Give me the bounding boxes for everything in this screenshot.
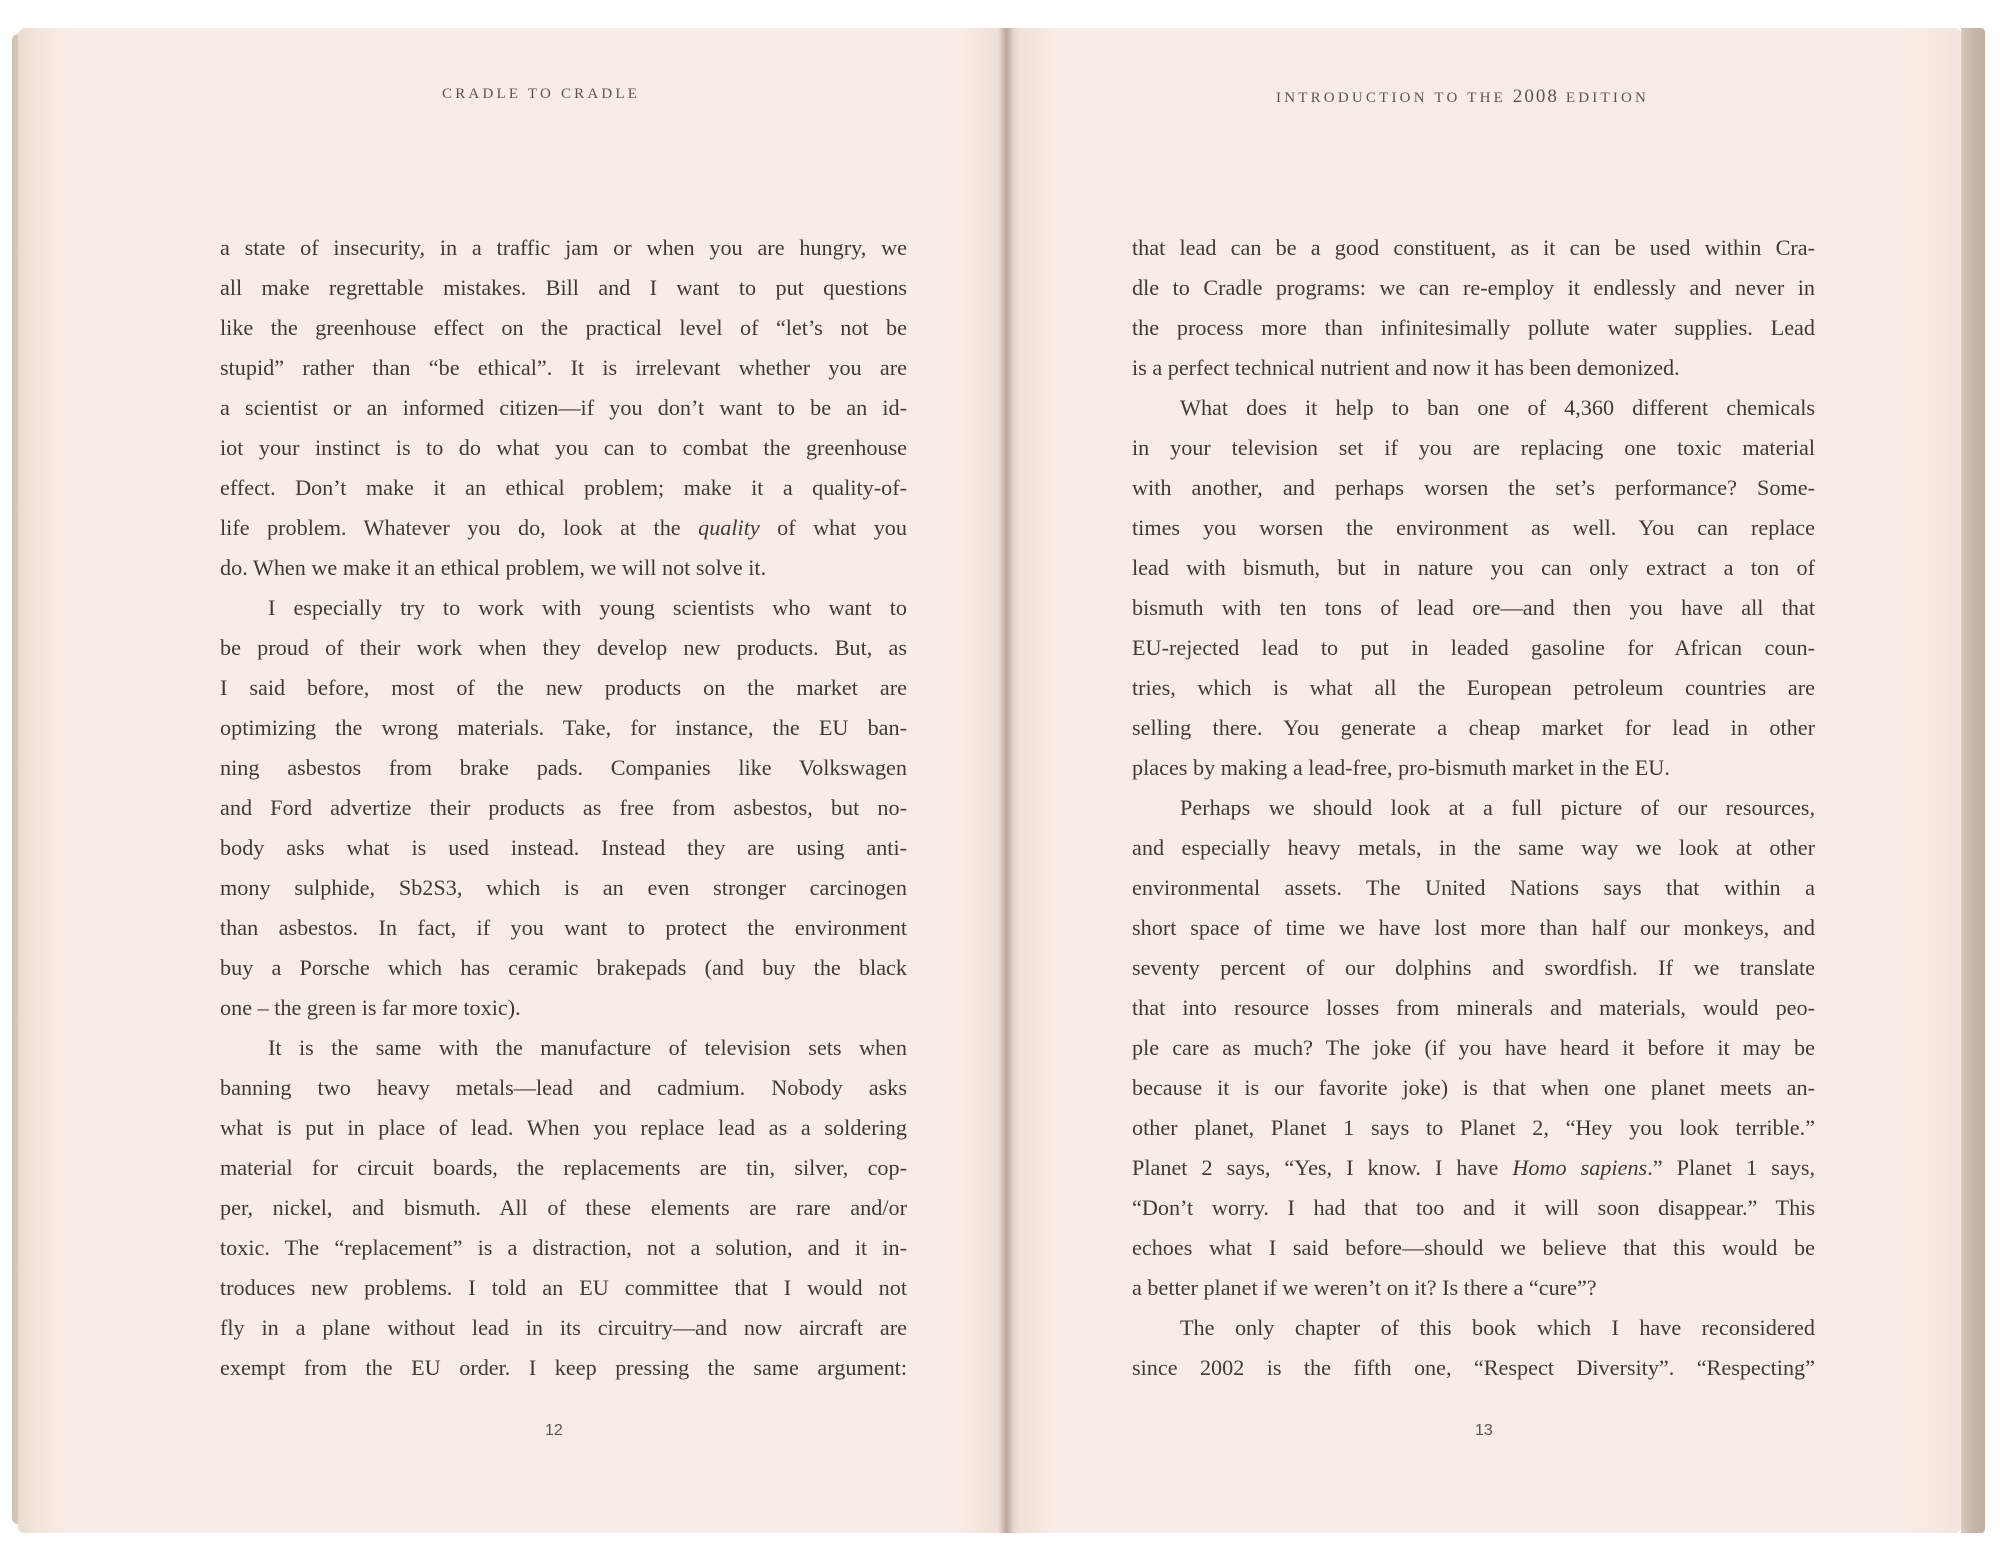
text-line: since 2002 is the fifth one, “Respect Diversity”. “Respecting” <box>1132 1355 1815 1380</box>
text-line: do. When we make it an ethical problem, we will not solve it. <box>220 555 767 580</box>
text-line: “Don’t worry. I had that too and it will soon disappear.” This <box>1132 1195 1815 1220</box>
left-page <box>18 28 1006 1533</box>
text-line: stupid” rather than “be ethical”. It is irrelevant whether you are <box>220 355 907 380</box>
text-line: ning asbestos from brake pads. Companies like Volkswagen <box>220 755 907 780</box>
text-line: that into resource losses from minerals and materials, would peo- <box>1132 995 1815 1020</box>
text-line: fly in a plane without lead in its circuitry—and now aircraft are <box>220 1315 907 1340</box>
text-line: is a perfect technical nutrient and now it has been demonized. <box>1132 355 1680 380</box>
text-line: all make regrettable mistakes. Bill and I want to put questions <box>220 275 907 300</box>
text-line: one – the green is far more toxic). <box>220 995 521 1020</box>
text-line: bismuth with ten tons of lead ore—and then you have all that <box>1132 595 1815 620</box>
right-running-head-suffix: EDITION <box>1558 90 1650 106</box>
right-running-head-prefix: INTRODUCTION TO THE <box>1276 90 1513 106</box>
text-line: times you worsen the environment as well. You can replace <box>1132 515 1815 540</box>
left-page-number: 12 <box>545 1422 563 1439</box>
text-line: Planet 2 says, “Yes, I know. I have Homo sapiens.” Planet 1 says, <box>1132 1155 1815 1180</box>
text-line: short space of time we have lost more than half our monkeys, and <box>1132 915 1815 940</box>
text-line: effect. Don’t make it an ethical problem; make it a quality-of- <box>220 475 907 500</box>
text-line: I said before, most of the new products on the market are <box>220 675 907 700</box>
text-line: life problem. Whatever you do, look at the quality of what you <box>220 515 907 540</box>
left-body-text <box>220 228 907 1388</box>
text-line: a better planet if we weren’t on it? Is there a “cure”? <box>1132 1275 1597 1300</box>
text-line: Perhaps we should look at a full picture of our resources, <box>1180 795 1815 820</box>
text-line: optimizing the wrong materials. Take, for instance, the EU ban- <box>220 715 907 740</box>
right-running-head-year: 2008 <box>1512 86 1559 107</box>
text-line: troduces new problems. I told an EU committee that I would not <box>220 1275 907 1300</box>
open-book <box>18 28 1983 1533</box>
text-line: exempt from the EU order. I keep pressing the same argument: <box>220 1355 907 1380</box>
text-line: banning two heavy metals—lead and cadmium. Nobody asks <box>220 1075 907 1100</box>
right-running-head <box>1276 86 1649 108</box>
text-line: lead with bismuth, but in nature you can only extract a ton of <box>1132 555 1815 580</box>
text-line: The only chapter of this book which I have reconsidered <box>1180 1315 1815 1340</box>
left-running-head: CRADLE TO CRADLE <box>442 86 641 102</box>
text-line: mony sulphide, Sb2S3, which is an even stronger carcinogen <box>220 875 907 900</box>
text-line: because it is our favorite joke) is that when one planet meets an- <box>1132 1075 1815 1100</box>
text-line: toxic. The “replacement” is a distraction, not a solution, and it in- <box>220 1235 907 1260</box>
text-line: the process more than infinitesimally pollute water supplies. Lead <box>1132 315 1815 340</box>
text-line: places by making a lead-free, pro-bismuth market in the EU. <box>1132 755 1670 780</box>
book-spine-shadow <box>998 28 1014 1533</box>
text-line: a state of insecurity, in a traffic jam or when you are hungry, we <box>220 235 907 260</box>
text-line: that lead can be a good constituent, as it can be used within Cra- <box>1132 235 1815 260</box>
text-line: with another, and perhaps worsen the set’s performance? Some- <box>1132 475 1815 500</box>
right-page-number: 13 <box>1475 1422 1493 1439</box>
text-line: iot your instinct is to do what you can to combat the greenhouse <box>220 435 907 460</box>
text-line: buy a Porsche which has ceramic brakepads (and buy the black <box>220 955 907 980</box>
text-line: body asks what is used instead. Instead they are using anti- <box>220 835 907 860</box>
right-body-text <box>1132 228 1815 1388</box>
text-line: what is put in place of lead. When you replace lead as a soldering <box>220 1115 907 1140</box>
text-line: echoes what I said before—should we believe that this would be <box>1132 1235 1815 1260</box>
text-line: a scientist or an informed citizen—if you don’t want to be an id- <box>220 395 907 420</box>
text-line: per, nickel, and bismuth. All of these elements are rare and/or <box>220 1195 907 1220</box>
text-line: EU-rejected lead to put in leaded gasoline for African coun- <box>1132 635 1815 660</box>
text-line: selling there. You generate a cheap market for lead in other <box>1132 715 1815 740</box>
text-line: in your television set if you are replacing one toxic material <box>1132 435 1815 460</box>
text-line: I especially try to work with young scientists who want to <box>268 595 907 620</box>
text-line: seventy percent of our dolphins and swordfish. If we translate <box>1132 955 1815 980</box>
text-line: than asbestos. In fact, if you want to protect the environment <box>220 915 907 940</box>
text-line: dle to Cradle programs: we can re-employ it endlessly and never in <box>1132 275 1815 300</box>
text-line: and especially heavy metals, in the same way we look at other <box>1132 835 1815 860</box>
text-line: material for circuit boards, the replacements are tin, silver, cop- <box>220 1155 907 1180</box>
text-line: and Ford advertize their products as free from asbestos, but no- <box>220 795 907 820</box>
text-line: tries, which is what all the European petroleum countries are <box>1132 675 1815 700</box>
text-line: like the greenhouse effect on the practical level of “let’s not be <box>220 315 907 340</box>
text-line: ple care as much? The joke (if you have heard it before it may be <box>1132 1035 1815 1060</box>
text-line: It is the same with the manufacture of television sets when <box>268 1035 907 1060</box>
text-line: other planet, Planet 1 says to Planet 2, “Hey you look terrible.” <box>1132 1115 1815 1140</box>
right-page <box>1006 28 1961 1533</box>
text-line: environmental assets. The United Nations says that within a <box>1132 875 1815 900</box>
text-line: be proud of their work when they develop new products. But, as <box>220 635 907 660</box>
text-line: What does it help to ban one of 4,360 different chemicals <box>1180 395 1815 420</box>
right-page-edges <box>1961 28 1985 1533</box>
